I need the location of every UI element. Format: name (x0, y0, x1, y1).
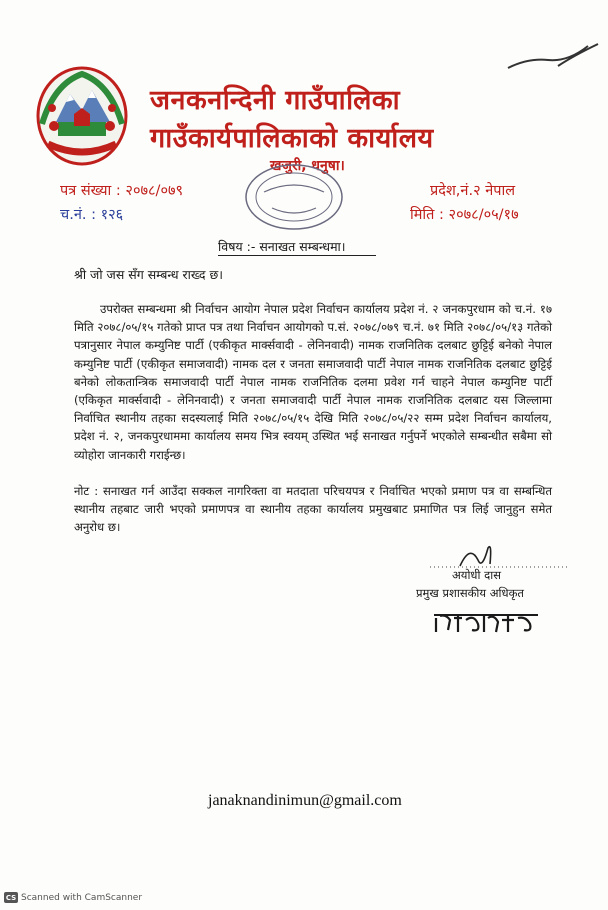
office-email[interactable]: janaknandinimun@gmail.com (208, 792, 402, 809)
scanner-text: Scanned with CamScanner (21, 892, 143, 903)
salutation: श्री जो जस सँग सम्बन्ध राख्द छ। (74, 267, 224, 282)
scribble-mark (498, 38, 608, 78)
patra-sankhya: पत्र संख्या : २०७८/०७९ (60, 183, 184, 199)
body-note: नोट : सनाखत गर्न आउँदा सक्कल नागरिक्ता वा मतदाता परिचयपत्र र निर्वाचित भएको प्रमाण पत्र वा सम्बन्धित स्थानीय तहबाट जारी भएको प्रमाणपत्र वा स्थानीय तहका कार्यालय प्रमुखबाट प्रमाणित पत्र लिई जानुहुन समेत अनुरोध छ। (74, 484, 552, 535)
province: प्रदेश,नं.२ नेपाल (430, 183, 516, 199)
designation-stamp-icon (434, 612, 538, 634)
subject-underline (218, 255, 376, 256)
chalani-number: च.नं. : १२६ (60, 207, 124, 223)
subject-line: विषय :- सनाखत सम्बन्धमा। (218, 239, 346, 254)
letterhead-address: खजुरी, धनुषा। (270, 158, 345, 174)
signatory-name: अयोधी दास (452, 568, 501, 582)
letterhead-line2: गाउँकार्यपालिकाको कार्यालय (150, 123, 434, 154)
letterhead-line1: जनकनन्दिनी गाउँपालिका (150, 85, 401, 116)
office-stamp-icon (242, 162, 346, 232)
nepal-emblem-icon (34, 64, 130, 168)
camscanner-icon: CS (5, 893, 17, 902)
signatory-title: प्रमुख प्रशासकीय अधिकृत (416, 586, 524, 600)
letter-date: मिति : २०७८/०५/१७ (410, 207, 519, 223)
signature-scribble (430, 540, 570, 570)
body-paragraph: उपरोक्त सम्बन्धमा श्री निर्वाचन आयोग नेपाल प्रदेश निर्वाचन कार्यालय प्रदेश नं. २ जनकपुरधाम को च.नं. १७ मिति २०७८/०५/१५ गतेको प्राप्त पत्र तथा निर्वाचन आयोगको प.सं. २०७८/०७९ च.नं. ७१ मिति २०७८/०५/१३ गतेको पत्रानुसार नेपाल कम्युनिष्ट पार्टी (एकीकृत मार्क्सवादी - लेनिनवादी) नामक राजनितिक दलबाट छुट्टिई बनेको नेपाल कम्युनिष्ट पार्टी (एकीकृत समाजवादी) नामक दल र जनता समाजवादी पार्टी नेपाल नामक राजनितिक दलबाट छुट्टिई बनेको लोकतान्त्रिक समाजवादी पार्टी नेपाल नामक राजनितिक दलमा प्रवेश गर्न चाहने नेपाल कम्युनिष्ट पार्टी (एकिकृत मार्क्सवादी - लेनिनवादी) र जनता समाजवादी पार्टी नेपाल नामक राजनितिक दलबाट यस जिल्लामा निर्वाचित स्थानीय तहका सदस्यलाई मिति २०७८/०५/१५ देखि मिति २०७८/०५/२२ सम्म प्रदेश निर्वाचन कार्यालय, प्रदेश नं. २, जनकपुरधाममा कार्यालय समय भित्र स्वयम् उस्थित भई सनाखत गर्नुपर्ने भएकोले सम्बन्धीत सबैमा सो व्योहोरा जानकारी गराईन्छ। (74, 302, 552, 462)
scanner-watermark (4, 892, 142, 903)
